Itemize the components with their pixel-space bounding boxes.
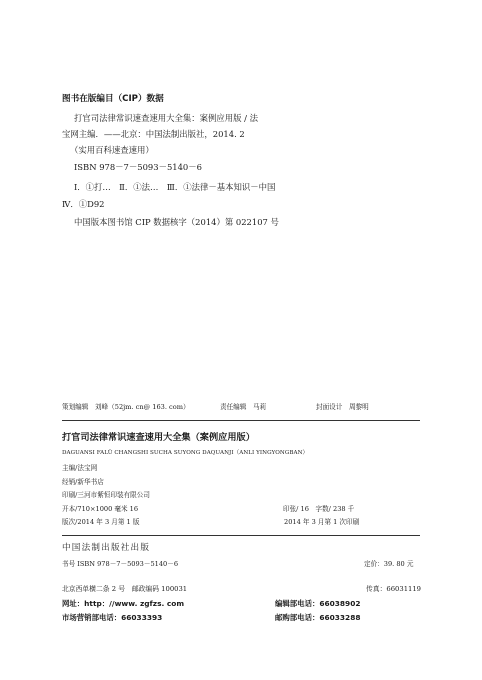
book-title-pinyin: DAGUANSI FALÜ CHANGSHI SUCHA SUYONG DAQUANJI（ANLI YINGYONGBAN） — [62, 450, 309, 456]
fax: 传真：66031119 — [366, 585, 421, 593]
cip-classification-line: Ⅳ．①D92 — [62, 199, 105, 209]
website: 网址：http：//www. zgfzs. com — [62, 599, 185, 608]
divider-top — [62, 420, 420, 421]
mailorder-phone: 邮购部电话：66033288 — [275, 613, 361, 622]
book-number: 书号 ISBN 978－7－5093－5140－6 — [62, 560, 179, 568]
printing: 2014 年 3 月第 1 次印刷 — [284, 518, 360, 526]
cip-author-line: 宝网主编．——北京：中国法制出版社，2014. 2 — [62, 129, 245, 139]
book-format: 开本/710×1000 毫米 16 — [62, 505, 139, 513]
editorial-phone: 编辑部电话：66038902 — [275, 599, 361, 608]
cip-record-line: 中国版本图书馆 CIP 数据核字（2014）第 022107 号 — [74, 217, 279, 227]
sheets-and-wordcount: 印张/ 16 字数/ 238 千 — [283, 505, 355, 513]
book-title: 打官司法律常识速查速用大全集（案例应用版） — [62, 432, 255, 443]
editor-credit: 责任编辑 马莉 — [220, 403, 267, 411]
publisher-name: 中国法制出版社出版 — [62, 543, 151, 553]
edition: 版次/2014 年 3 月第 1 版 — [62, 518, 140, 526]
cip-subject-line: Ⅰ．①打… Ⅱ．①法… Ⅲ．①法律－基本知识－中国 — [74, 182, 276, 192]
cip-series-line: （实用百科速查速用） — [70, 145, 154, 155]
editor-in-chief: 主编/法宝网 — [62, 464, 98, 472]
cip-isbn-line: ISBN 978－7－5093－5140－6 — [74, 162, 202, 172]
distributor: 经销/新华书店 — [62, 478, 104, 486]
marketing-phone: 市场营销部电话：66033393 — [62, 613, 163, 622]
designer-credit: 封面设计 周黎明 — [316, 403, 369, 411]
cip-heading: 图书在版编目（CIP）数据 — [62, 94, 164, 104]
publisher-address: 北京西单横二条 2 号 邮政编码 100031 — [62, 585, 188, 593]
cip-title-line: 打官司法律常识速查速用大全集：案例应用版 / 法 — [74, 113, 259, 123]
divider-bottom — [62, 535, 420, 536]
price: 定价：39. 80 元 — [364, 560, 414, 568]
planner-credit: 策划编辑 刘峰（52jm. cn@ 163. com） — [62, 403, 190, 411]
printer: 印刷/三河市紫恒印装有限公司 — [62, 491, 150, 499]
